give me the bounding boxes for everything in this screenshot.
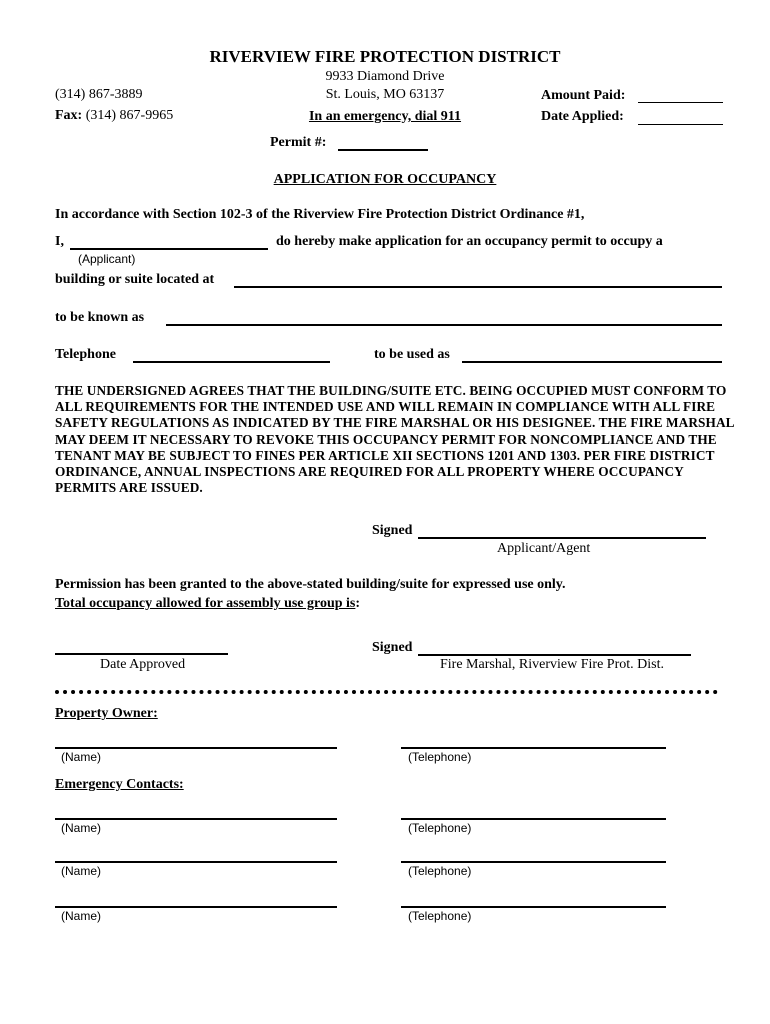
emergency-contacts-heading: Emergency Contacts: <box>55 777 184 792</box>
applicant-caption: (Applicant) <box>78 252 136 266</box>
known-as-label: to be known as <box>55 310 145 325</box>
permission-text: Permission has been granted to the above-stated building/suite for expressed use only. <box>55 577 566 592</box>
emergency-telephone-field-3[interactable] <box>401 906 666 908</box>
form-subtitle: APPLICATION FOR OCCUPANCY <box>273 172 497 187</box>
amount-paid-label: Amount Paid: <box>541 88 626 103</box>
occupancy-colon: : <box>355 596 361 611</box>
applicant-signature-field[interactable] <box>418 537 706 539</box>
emergency-name-caption-1: (Name) <box>61 821 102 835</box>
owner-telephone-caption: (Telephone) <box>408 750 472 764</box>
intro-text: In accordance with Section 102-3 of the Riverview Fire Protection District Ordinance #1, <box>55 207 585 222</box>
emergency-name-caption-2: (Name) <box>61 864 102 878</box>
owner-name-caption: (Name) <box>61 750 102 764</box>
occupancy-text: Total occupancy allowed for assembly use group is <box>55 596 356 611</box>
fire-marshal-caption: Fire Marshal, Riverview Fire Prot. Dist. <box>440 657 664 672</box>
permit-number-field[interactable] <box>338 149 428 151</box>
agreement-paragraph: THE UNDERSIGNED AGREES THAT THE BUILDING/SUITE ETC. BEING OCCUPIED MUST CONFORM TO ALL REQUIREMENTS FOR THE INTENDED USE AND WILL REMAIN IN COMPLIANCE WITH ALL FIRE SAFETY REGULATIONS AS INDICATED BY THE FIRE MARSHAL OR HIS DESIGNEE. THE FIRE MARSHAL MAY DEEM IT NECESSARY TO REVOKE THIS OCCUPANCY PERMIT FOR NONCOMPLIANCE AND THE TENANT MAY BE SUBJECT TO FINES PER ARTICLE XII SECTIONS 1201 AND 1303. PER FIRE DISTRICT ORDINANCE, ANNUAL INSPECTIONS ARE REQUIRED FOR ALL PROPERTY WHERE OCCUPANCY PERMITS ARE ISSUED. <box>55 383 734 496</box>
emergency-notice: In an emergency, dial 911 <box>308 109 462 124</box>
address-line-2: St. Louis, MO 63137 <box>325 87 445 102</box>
telephone-field[interactable] <box>133 361 330 363</box>
phone-number: (314) 867-3889 <box>55 87 143 102</box>
telephone-label: Telephone <box>55 347 116 362</box>
date-approved-field[interactable] <box>55 653 228 655</box>
amount-paid-field[interactable] <box>638 102 723 103</box>
emergency-name-field-1[interactable] <box>55 818 337 820</box>
fax-number: (314) 867-9965 <box>85 108 174 123</box>
owner-name-field[interactable] <box>55 747 337 749</box>
building-label: building or suite located at <box>55 272 215 287</box>
signed-label: Signed <box>372 523 413 538</box>
emergency-telephone-caption-2: (Telephone) <box>408 864 472 878</box>
emergency-name-caption-3: (Name) <box>61 909 102 923</box>
property-owner-heading: Property Owner: <box>55 706 158 721</box>
signed-label-2: Signed <box>372 640 413 655</box>
known-as-field[interactable] <box>166 324 722 326</box>
emergency-name-field-3[interactable] <box>55 906 337 908</box>
fax-label: Fax: <box>55 108 83 123</box>
date-applied-field[interactable] <box>638 124 723 125</box>
emergency-telephone-caption-1: (Telephone) <box>408 821 472 835</box>
building-location-field[interactable] <box>234 286 722 288</box>
application-text: do hereby make application for an occupancy permit to occupy a <box>276 234 663 249</box>
applicant-agent-caption: Applicant/Agent <box>497 541 591 556</box>
emergency-telephone-field-2[interactable] <box>401 861 666 863</box>
dotted-separator <box>55 690 718 694</box>
used-as-field[interactable] <box>462 361 722 363</box>
permit-label: Permit #: <box>270 135 327 150</box>
document-title: RIVERVIEW FIRE PROTECTION DISTRICT <box>209 47 561 66</box>
i-label: I, <box>55 234 64 249</box>
applicant-name-field[interactable] <box>70 248 268 250</box>
emergency-name-field-2[interactable] <box>55 861 337 863</box>
fire-marshal-signature-field[interactable] <box>418 654 691 656</box>
owner-telephone-field[interactable] <box>401 747 666 749</box>
date-applied-label: Date Applied: <box>541 109 624 124</box>
used-as-label: to be used as <box>374 347 450 362</box>
date-approved-caption: Date Approved <box>100 657 186 672</box>
address-line-1: 9933 Diamond Drive <box>325 69 445 84</box>
emergency-telephone-caption-3: (Telephone) <box>408 909 472 923</box>
emergency-telephone-field-1[interactable] <box>401 818 666 820</box>
